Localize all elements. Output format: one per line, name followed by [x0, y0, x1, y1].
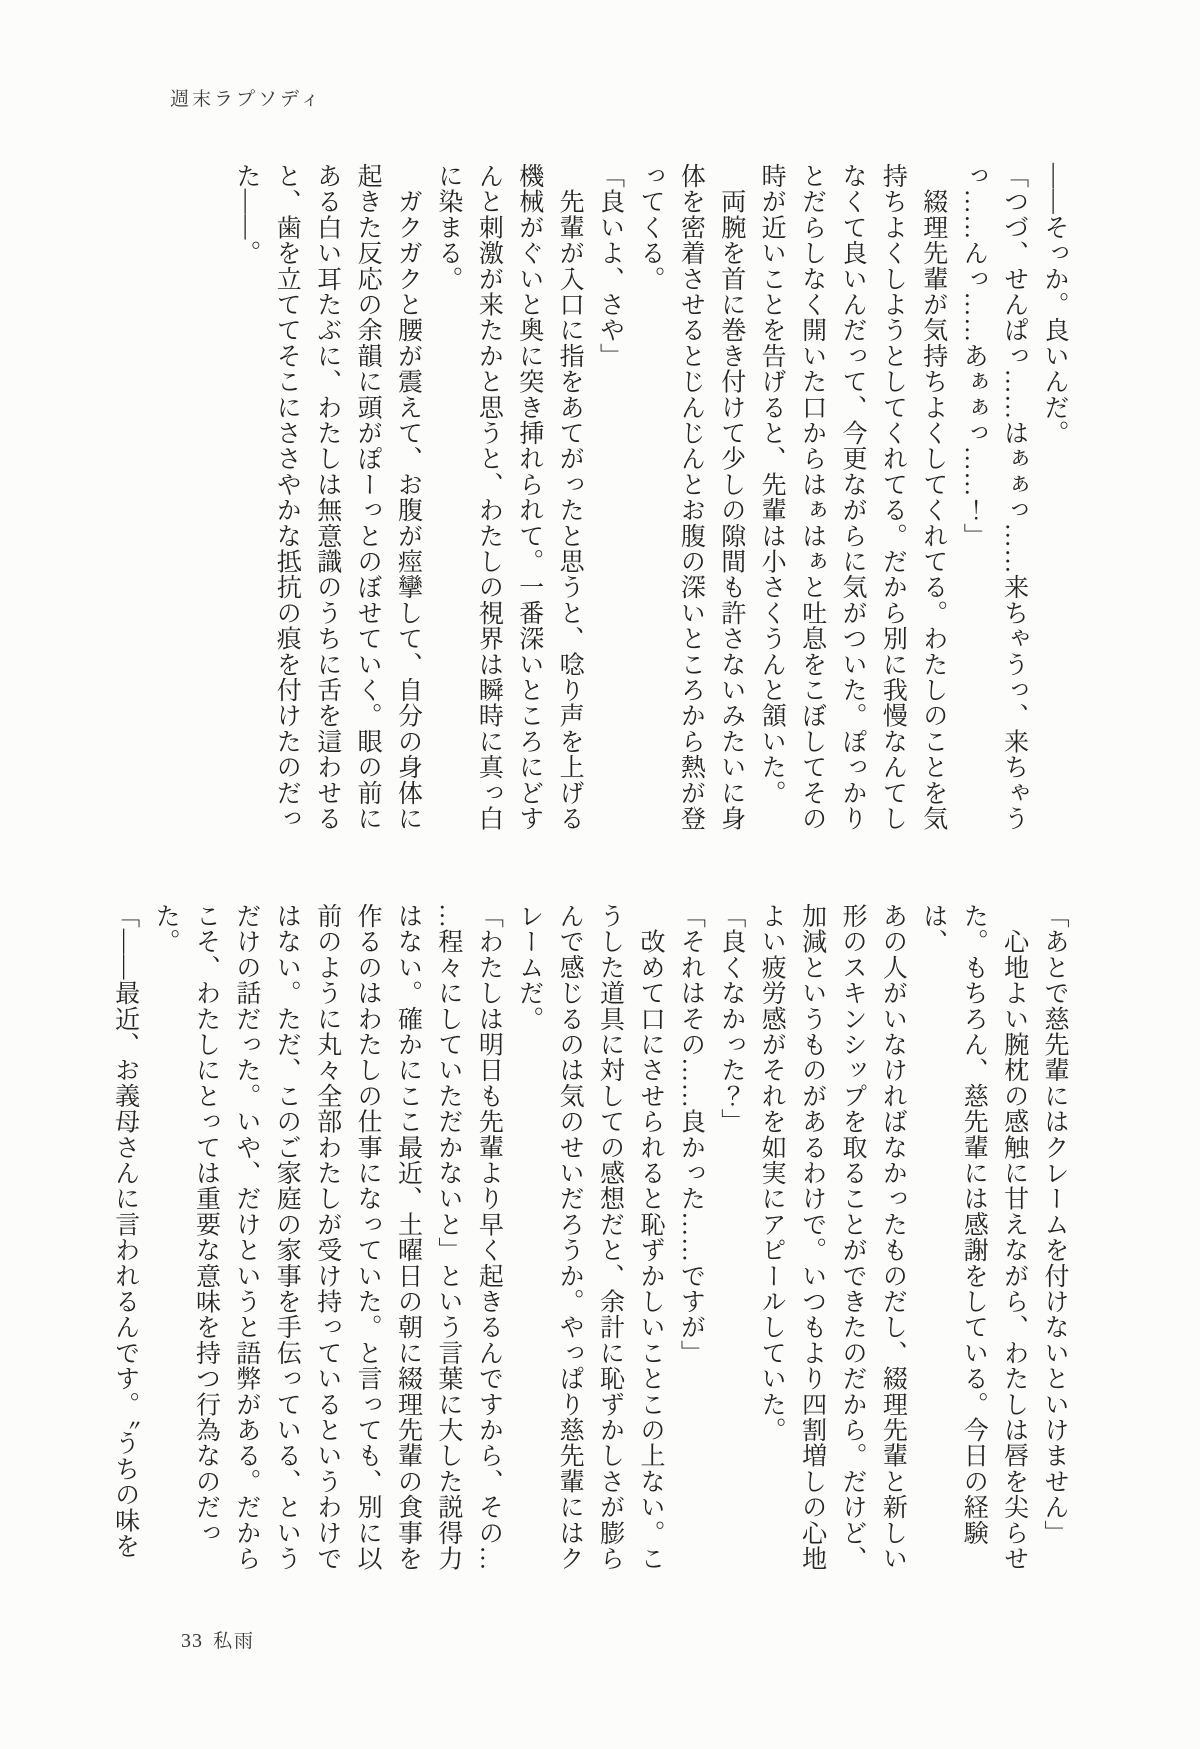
- text-line: た――。: [232, 163, 260, 266]
- text-line: 前のように丸々全部わたしが受け持っているというわけで: [313, 903, 341, 1572]
- text-line: うした道具に対しての感想だと、余計に恥ずかしさが膨ら: [596, 903, 624, 1572]
- text-line: 持ちよくしようとしてくれてる。だから別に我慢なんてし: [879, 163, 907, 832]
- text-line: んで感じるのは気のせいだろうか。やっぱり慈先輩にはク: [556, 903, 584, 1572]
- page-number: 33: [181, 1630, 203, 1652]
- text-line: とだらしなく開いた口からはぁはぁと吐息をこぼしてその: [798, 163, 826, 832]
- text-line: 両腕を首に巻き付けて少しの隙間も許さないみたいに身: [717, 163, 745, 832]
- text-line: んと刺激が来たかと思うと、わたしの視界は瞬時に真っ白: [475, 163, 503, 832]
- text-line: はない。ただ、このご家庭の家事を手伝っている、という: [273, 903, 301, 1572]
- text-line: ――そっか。良いんだ。: [1041, 163, 1068, 446]
- text-line: 「良くなかった？」: [717, 903, 745, 1135]
- text-line: はない。確かにここ最近、土曜日の朝に綴理先輩の食事を: [394, 903, 422, 1572]
- text-line: なくて良いんだって、今更ながらに気がついた。ぽっかり: [838, 163, 866, 832]
- text-line: 形のスキンシップを取ることができたのだから。だけど、: [838, 903, 866, 1572]
- text-line: 「つづ、せんぱっ……はぁぁっ……来ちゃうっ、来ちゃう: [1000, 163, 1028, 832]
- text-line: 心地よい腕枕の感触に甘えながら、わたしは唇を尖らせ: [1000, 903, 1028, 1572]
- text-line: 機械がぐいと奥に突き挿れられて。一番深いところにどす: [515, 163, 543, 832]
- text-line: 体を密着させるとじんじんとお腹の深いところから熱が登: [677, 163, 705, 832]
- text-line: ガクガクと腰が震えて、お腹が痙攣して、自分の身体に: [394, 163, 422, 832]
- text-line: 起きた反応の余韻に頭がぽーっとのぼせていく。眼の前に: [354, 163, 382, 832]
- text-line: こそ、わたしにとっては重要な意味を持つ行為なのだった。: [152, 903, 220, 1546]
- text-line: 時が近いことを告げると、先輩は小さくうんと頷いた。: [758, 163, 786, 806]
- text-line: よい疲労感がそれを如実にアピールしていた。: [758, 903, 786, 1443]
- footer-title: 私雨: [213, 1631, 256, 1652]
- text-line: …程々にしていただかないと」という言葉に大した説得力: [434, 903, 462, 1572]
- text-line: ある白い耳たぶに、わたしは無意識のうちに舌を這わせる: [313, 163, 341, 832]
- text-line: 先輩が入口に指をあてがったと思うと、唸り声を上げる: [556, 163, 584, 832]
- text-line: と、歯を立ててそこにささやかな抵抗の痕を付けたのだっ: [273, 163, 301, 832]
- text-line: 作るのはわたしの仕事になっていた。と言っても、別に以: [354, 903, 382, 1572]
- text-line: だけの話だった。いや、だけというと語弊がある。だから: [232, 903, 260, 1572]
- text-line: 「わたしは明日も先輩より早く起きるんですから、その…: [475, 903, 503, 1572]
- text-line: 加減というものがあるわけで。いつもより四割増しの心地: [798, 903, 826, 1572]
- text-line: ってくる。: [636, 163, 664, 292]
- text-line: 「あとで慈先輩にはクレームを付けないといけません」: [1041, 903, 1068, 1546]
- upper-text-block: [225, 163, 1074, 835]
- text-line: あの人がいなければなかったものだし、綴理先輩と新しい: [879, 903, 907, 1572]
- text-line: 改めて口にさせられると恥ずかしいことこの上ない。こ: [636, 903, 664, 1572]
- text-line: 綴理先輩が気持ちよくしてくれてる。わたしのことを気: [919, 163, 947, 832]
- lower-text-block: [104, 903, 1074, 1575]
- text-line: 「良いよ、さや」: [596, 163, 624, 369]
- page-footer: [181, 1626, 255, 1653]
- text-line: 「――最近、お義母さんに言われるんです。〝うちの味を: [111, 903, 139, 1559]
- text-line: に染まる。: [434, 163, 462, 292]
- text-line: っ……んっ……あぁぁっ……！」: [960, 163, 988, 549]
- running-header: 週末ラプソディ: [170, 89, 323, 110]
- text-line: た。もちろん、慈先輩には感謝をしている。今日の経験は、: [919, 903, 988, 1546]
- text-line: 「それはその……良かった……ですが」: [677, 903, 705, 1366]
- text-line: レームだ。: [515, 903, 543, 1032]
